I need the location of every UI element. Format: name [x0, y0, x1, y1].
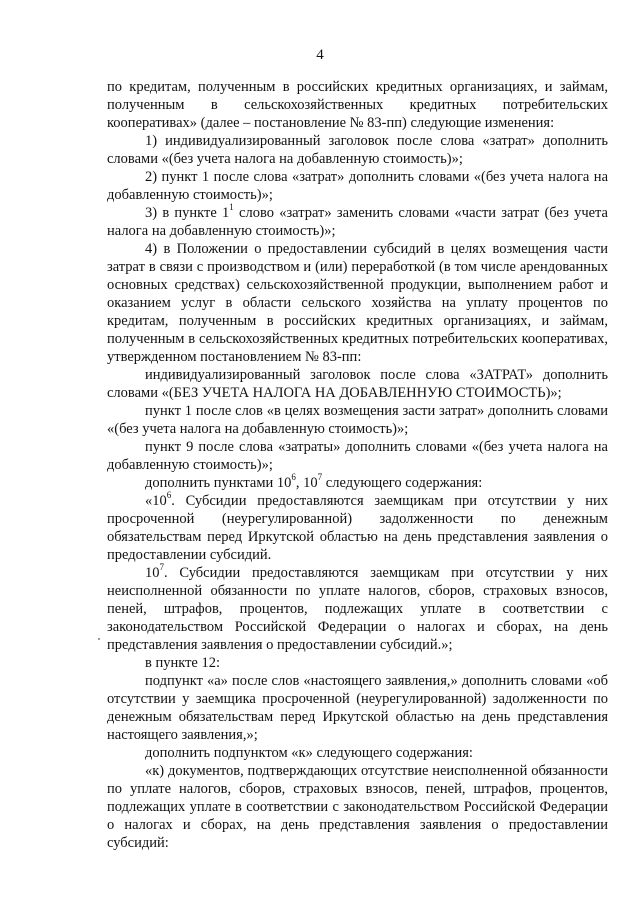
paragraph: 1) индивидуализированный заголовок после слова «затрат» дополнить словами «(без учета налога на добавленную стоимость)»; — [107, 133, 608, 167]
document-body — [107, 78, 608, 852]
page-number: 4 — [316, 47, 324, 63]
paragraph-text: . Субсидии предоставляются заемщикам при отсутствии у них просроченной (неурегулированной) задолженности по денежным обязательствам перед Иркутской областью на день представления заявления о предоставлении субсидий. — [107, 493, 608, 563]
paragraph: 2) пункт 1 после слова «затрат» дополнить словами «(без учета налога на добавленную стоимость)»; — [107, 169, 608, 203]
paragraph — [107, 204, 608, 240]
superscript: 1 — [229, 202, 234, 213]
paragraph-text: . Субсидии предоставляются заемщикам при отсутствии у них неисполненной обязанности по уплате налогов, сборов, страховых взносов, пеней, штрафов, процентов, подлежащих уплате в соответствии с законодательством Российской Федерации о налогах и сборах, на день представления заявления о предоставлении субсидий.»; — [107, 565, 608, 653]
paragraph: 4) в Положении о предоставлении субсидий в целях возмещения части затрат в связи с производством и (или) переработкой (в том числе арендованных основных средствах) сельскохозяйственной продукции, выполнением работ и оказанием услуг в области сельского хозяйства на уплату процентов по кредитам, полученным в российских кредитных организациях, и займам, полученным в сельскохозяйственных кредитных потребительских кооперативах, утвержденном постановлением № 83-пп: — [107, 241, 608, 365]
paragraph: дополнить подпунктом «к» следующего содержания: — [145, 745, 473, 761]
superscript: 6 — [291, 472, 296, 483]
margin-mark — [98, 638, 100, 640]
paragraph-text: , 10 — [295, 475, 318, 491]
superscript: 7 — [159, 562, 164, 573]
paragraph-text: 3) в пункте 1 — [145, 205, 230, 221]
paragraph: пункт 9 после слова «затраты» дополнить словами «(без учета налога на добавленную стоимость)»; — [107, 439, 608, 473]
paragraph: по кредитам, полученным в российских кредитных организациях, и займам, полученным в сельскохозяйственных кредитных потребительских кооперативах» (далее – постановление № 83-пп) следующие изменения: — [107, 79, 608, 131]
superscript: 7 — [317, 472, 323, 483]
paragraph-text: слово «затрат» заменить словами «части затрат (без учета налога на добавленную стоимость)»; — [107, 205, 608, 239]
paragraph — [107, 474, 608, 492]
paragraph — [107, 492, 608, 564]
paragraph: индивидуализированный заголовок после слова «ЗАТРАТ» дополнить словами «(БЕЗ УЧЕТА НАЛОГА НА ДОБАВЛЕННУЮ СТОИМОСТЬ)»; — [107, 367, 608, 401]
paragraph: «к) документов, подтверждающих отсутствие неисполненной обязанности по уплате налогов, сборов, страховых взносов, пеней, штрафов, процентов, подлежащих уплате в соответствии с законодательством Российской Федерации о налогах и сборах, на день представления заявления о предоставлении субсидий: — [107, 763, 608, 851]
paragraph: подпункт «а» после слов «настоящего заявления,» дополнить словами «об отсутствии у заемщика просроченной (неурегулированной) задолженности по денежным обязательствам перед Иркутской областью на день представления настоящего заявления,»; — [107, 673, 608, 743]
paragraph-text: 10 — [145, 565, 160, 581]
paragraph: пункт 1 после слов «в целях возмещения засти затрат» дополнить словами «(без учета налога на добавленную стоимость)»; — [107, 403, 608, 437]
paragraph-text: дополнить пунктами 10 — [145, 475, 292, 491]
paragraph — [107, 564, 608, 654]
paragraph-text: «10 — [145, 493, 167, 509]
paragraph-text: следующего содержания: — [322, 475, 483, 491]
superscript: 6 — [166, 490, 172, 501]
paragraph: в пункте 12: — [145, 655, 221, 671]
